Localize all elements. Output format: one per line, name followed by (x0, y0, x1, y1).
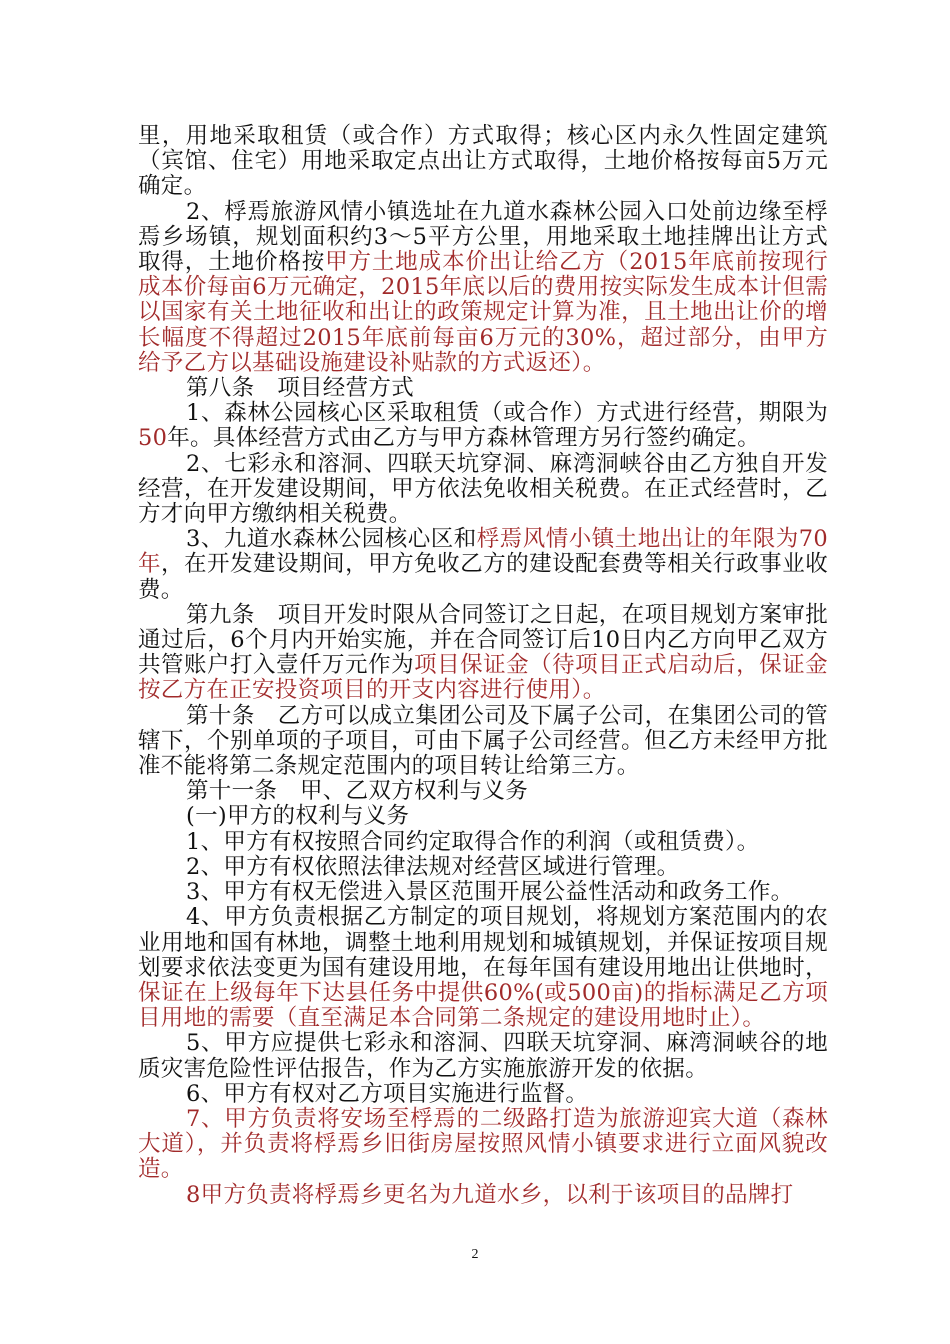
text-run: 里，用地采取租赁（或合作）方式取得；核心区内永久性固定建筑（宾馆、住宅）用地采取定点出让方式取得，土地价格按每亩5万元确定。 (138, 123, 828, 200)
text-run: 4、甲方负责根据乙方制定的项目规划，将规划方案范围内的农业用地和国有林地，调整土地利用规划和城镇规划，并保证按项目规划要求依法变更为国有建设用地，在每年国有建设用地出让供地时， (138, 904, 828, 981)
text-run: 第八条 项目经营方式 (186, 375, 415, 402)
paragraph (138, 452, 828, 528)
text-run: 2、桴焉旅游风情小镇选址在九道水森林公园入口处前边缘至桴焉乡场镇，规划面积约3～5平方公里，用地采取土地挂牌出让方式取得，土地价格按 (138, 198, 828, 276)
paragraph (138, 200, 828, 376)
page-number: 2 (471, 1247, 479, 1262)
paragraph (138, 401, 828, 451)
text-run: 第九条 项目开发时限从合同签订之日起，在项目规划方案审批通过后，6个月内开始实施，并在合同签订后10日内乙方向甲乙双方共管账户打入壹仟万元作为 (138, 601, 828, 679)
text-run: 2、七彩永和溶洞、四联天坑穿洞、麻湾洞峡谷由乙方独自开发经营，在开发建设期间，甲方依法免收相关税费。在正式经营时，乙方才向甲方缴纳相关税费。 (138, 450, 828, 528)
paragraph (138, 527, 828, 603)
paragraph (138, 603, 828, 704)
paragraph (138, 905, 828, 1031)
text-run: 3、九道水森林公园核心区和 (186, 526, 477, 553)
paragraph (138, 880, 828, 905)
paragraph (138, 1031, 828, 1081)
highlighted-text-run: 50 (138, 425, 168, 452)
text-run: 2、甲方有权依照法律法规对经营区域进行管理。 (186, 853, 680, 880)
document-body (138, 124, 828, 1208)
text-run: ，在开发建设期间，甲方免收乙方的建设配套费等相关行政事业收费。 (138, 551, 828, 603)
highlighted-text-run: 甲方土地成本价出让给乙方（2015年底前按现行成本价每亩6万元确定，2015年底以后的费用按实际发生成本计但需以国家有关土地征收和出让的政策规定计算为准，且土地出让价的增长幅度不得超过2015年底前每亩6万元的30%，超过部分，由甲方给予乙方以基础设施建设补贴款的方式返还）。 (138, 249, 828, 376)
text-run: 3、甲方有权无偿进入景区范围开展公益性活动和政务工作。 (186, 879, 794, 906)
text-run: 第十条 乙方可以成立集团公司及下属子公司，在集团公司的管辖下，个别单项的子项目，可由下属子公司经营。但乙方未经甲方批准不能将第二条规定范围内的项目转让给第三方。 (138, 702, 828, 780)
paragraph (138, 779, 828, 804)
text-run: 年。具体经营方式由乙方与甲方森林管理方另行签约确定。 (167, 425, 761, 452)
paragraph (138, 855, 828, 880)
paragraph (138, 830, 828, 855)
highlighted-text-run: 项目保证金（待项目正式启动后，保证金按乙方在正安投资项目的开支内容进行使用）。 (138, 652, 828, 704)
paragraph (138, 704, 828, 780)
paragraph (138, 1082, 828, 1107)
text-run: 6、甲方有权对乙方项目实施进行监督。 (186, 1080, 589, 1107)
text-run: 1、森林公园核心区采取租赁（或合作）方式进行经营，期限为 (186, 400, 828, 427)
paragraph (138, 124, 828, 200)
text-run: 5、甲方应提供七彩永和溶洞、四联天坑穿洞、麻湾洞峡谷的地质灾害危险性评估报告，作为乙方实施旅游开发的依据。 (138, 1030, 828, 1082)
highlighted-text-run: 桴焉风情小镇土地出让的年限为70年 (138, 526, 828, 578)
paragraph (138, 376, 828, 401)
paragraph (138, 804, 828, 829)
highlighted-text-run: 8甲方负责将桴焉乡更名为九道水乡，以利于该项目的品牌打 (186, 1181, 794, 1208)
paragraph (138, 1107, 828, 1183)
highlighted-text-run: 7、甲方负责将安场至桴焉的二级路打造为旅游迎宾大道（森林大道），并负责将桴焉乡旧街房屋按照风情小镇要求进行立面风貌改造。 (138, 1105, 828, 1183)
text-run: 1、甲方有权按照合同约定取得合作的利润（或租赁费）。 (186, 828, 760, 855)
paragraph (138, 1183, 828, 1208)
highlighted-text-run: 保证在上级每年下达县任务中提供60%(或500亩)的指标满足乙方项目用地的需要（直至满足本合同第二条规定的建设用地时止）。 (138, 979, 828, 1032)
text-run: (一)甲方的权利与义务 (186, 803, 410, 830)
text-run: 第十一条 甲、乙双方权利与义务 (186, 778, 529, 805)
